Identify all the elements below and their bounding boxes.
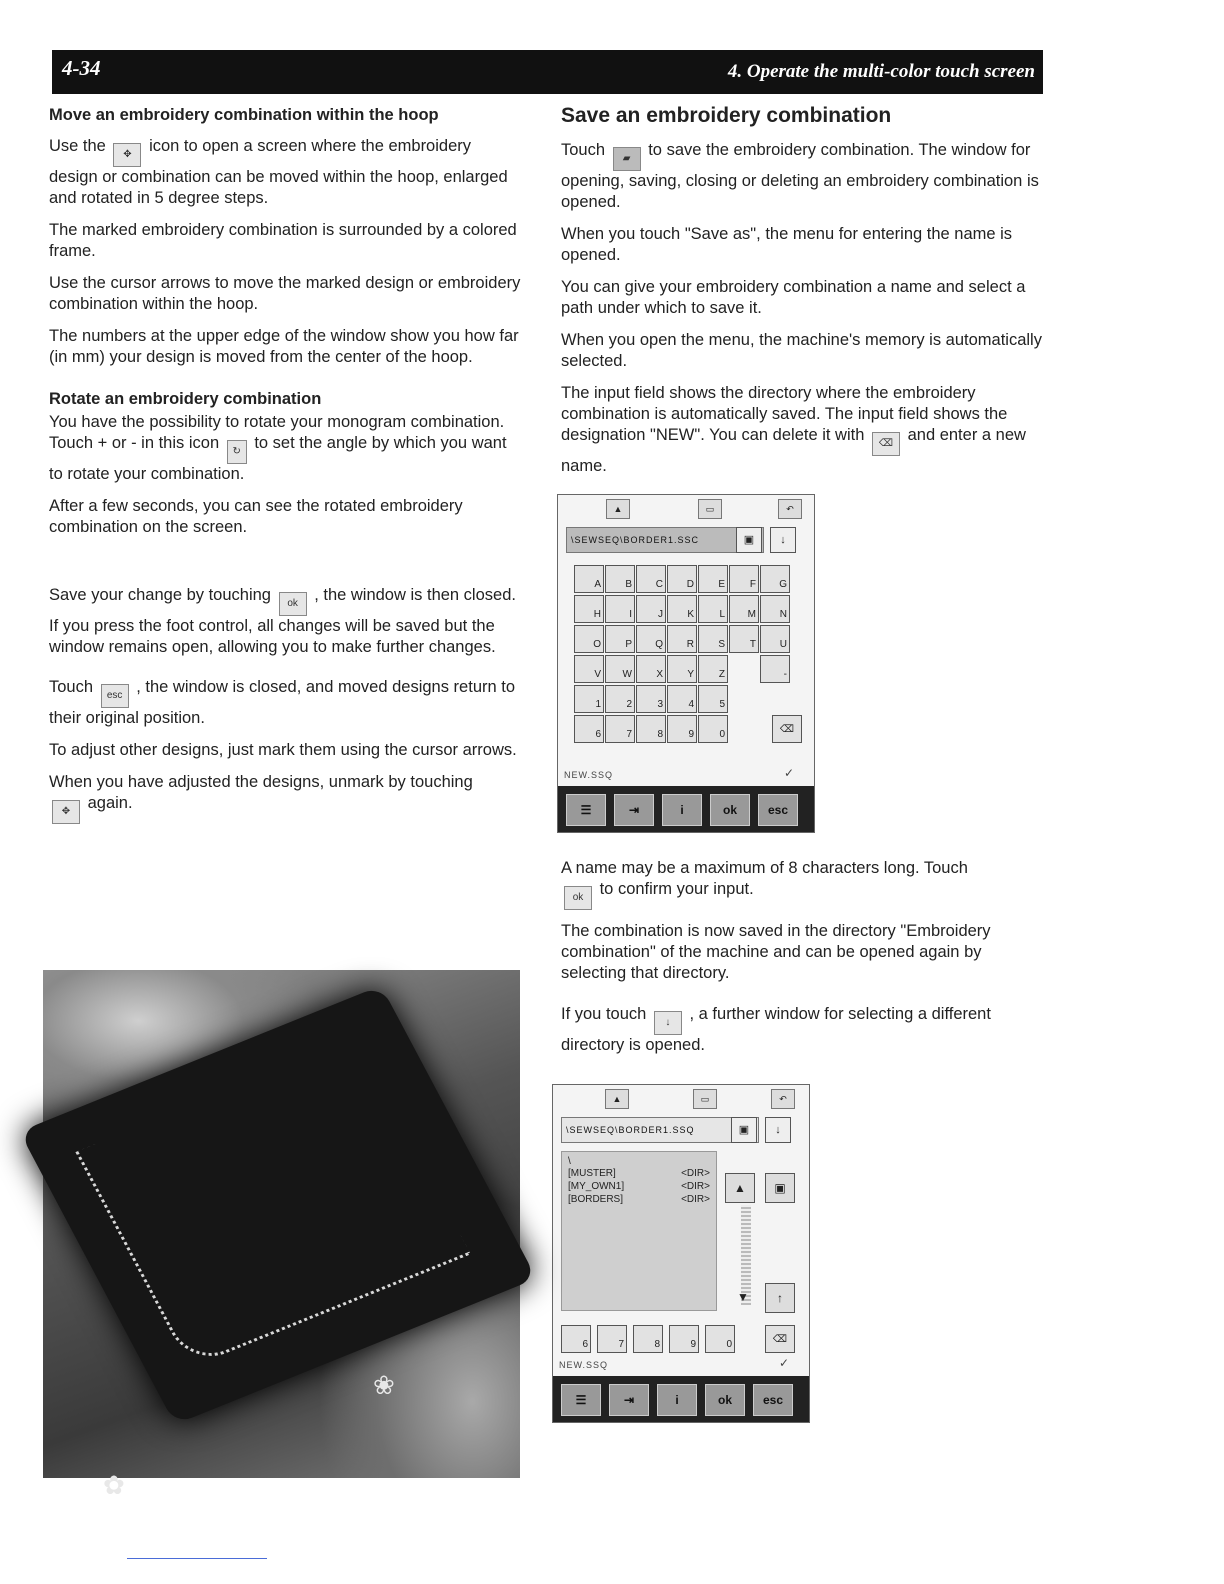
select-folder-icon[interactable]: ▣ <box>765 1173 795 1203</box>
key-a[interactable]: A <box>574 565 604 593</box>
list-icon[interactable]: ☰ <box>566 794 606 826</box>
key-9[interactable]: 9 <box>667 715 697 743</box>
key-8[interactable]: 8 <box>633 1325 663 1353</box>
key-v[interactable]: V <box>574 655 604 683</box>
esc-small-icon-2[interactable]: ↶ <box>771 1089 795 1109</box>
move-paragraph-4: The numbers at the upper edge of the window show you how far (in mm) your design is moved from the center of the hoop. <box>49 327 519 366</box>
dir-name: [BORDERS] <box>568 1194 624 1205</box>
embroidered-pillow-photo <box>43 970 520 1500</box>
key-w[interactable]: W <box>605 655 635 683</box>
list-item[interactable] <box>568 1193 710 1206</box>
unmark-paragraph <box>49 772 524 824</box>
key-f[interactable]: F <box>729 565 759 593</box>
key-3[interactable]: 3 <box>636 685 666 713</box>
pillow-shape <box>19 985 536 1424</box>
p6-a: A name may be a maximum of 8 characters long. Touch <box>561 859 968 877</box>
key-y[interactable]: Y <box>667 655 697 683</box>
touch-esc-paragraph <box>49 677 524 729</box>
key-4[interactable]: 4 <box>667 685 697 713</box>
directory-paragraph <box>561 1004 1043 1056</box>
key-i[interactable]: I <box>605 595 635 623</box>
save-paragraph-5 <box>561 383 1043 477</box>
screen2-bottombar <box>553 1376 809 1422</box>
key-h[interactable]: H <box>574 595 604 623</box>
p8-b: , a further window for selecting a different directory is opened. <box>561 1005 991 1054</box>
key-g[interactable]: G <box>760 565 790 593</box>
right-column-lower <box>561 858 1043 1067</box>
unmark-p-b: again. <box>87 794 133 812</box>
root-dir: \ <box>568 1156 571 1167</box>
list-item[interactable] <box>568 1167 710 1180</box>
path-input-2[interactable]: \SEWSEQ\BORDER1.SSQ <box>561 1117 759 1143</box>
hoop-icon-2[interactable]: ▲ <box>605 1089 629 1109</box>
save-change-paragraph <box>49 585 524 658</box>
key-5[interactable]: 5 <box>698 685 728 713</box>
name-length-paragraph <box>561 858 1043 910</box>
info-button-2[interactable]: i <box>657 1384 697 1416</box>
unmark-icon: ✥ <box>52 800 80 824</box>
rotate-p1-a: You have the possibility to rotate your monogram combination. Touch + or - in this icon <box>49 413 505 452</box>
flower-icon: ✿ <box>103 1470 125 1500</box>
ok-confirm-icon: ok <box>564 886 592 910</box>
adjust-paragraph: To adjust other designs, just mark them using the cursor arrows. <box>49 741 517 759</box>
list-icon-2[interactable]: ☰ <box>561 1384 601 1416</box>
left-column <box>49 105 524 835</box>
key-2[interactable]: 2 <box>605 685 635 713</box>
key-x[interactable]: X <box>636 655 666 683</box>
rotate-paragraph-1 <box>49 412 524 485</box>
move-p1-a: Use the <box>49 137 106 155</box>
key-0[interactable]: 0 <box>705 1325 735 1353</box>
move-p1-b: icon to open a screen where the embroidery design or combination can be moved within the hoop, enlarged and rotated in 5 degree steps. <box>49 137 508 207</box>
down-button[interactable]: ↓ <box>770 527 796 553</box>
ok-button-2[interactable]: ok <box>705 1384 745 1416</box>
key-s[interactable]: S <box>698 625 728 653</box>
save-paragraph-1 <box>561 140 1043 213</box>
floral-border <box>75 1039 471 1368</box>
key-p[interactable]: P <box>605 625 635 653</box>
save-p1-a: Save your change by touching <box>49 586 271 604</box>
move-paragraph-1 <box>49 136 524 209</box>
key-9[interactable]: 9 <box>669 1325 699 1353</box>
save-p1-text: to save the embroidery combination. The window for opening, saving, closing or deleting an embroidery combination is opened. <box>561 141 1039 211</box>
key-r[interactable]: R <box>667 625 697 653</box>
key-o[interactable]: O <box>574 625 604 653</box>
move-title: Move an embroidery combination within the hoop <box>49 106 439 124</box>
name-field[interactable]: NEW.SSQ <box>564 770 614 780</box>
hoop-icon[interactable]: ▲ <box>606 499 630 519</box>
right-column <box>561 105 1043 488</box>
key-q[interactable]: Q <box>636 625 666 653</box>
dir-tag: <DIR> <box>681 1181 710 1192</box>
footer-line <box>127 1558 267 1559</box>
rotate-paragraph-2: After a few seconds, you can see the rotated embroidery combination on the screen. <box>49 497 463 536</box>
key-b[interactable]: B <box>605 565 635 593</box>
list-item[interactable] <box>568 1180 710 1193</box>
down-arrow-icon: ↓ <box>654 1011 682 1035</box>
down-button-2[interactable]: ↓ <box>765 1117 791 1143</box>
info-button[interactable]: i <box>662 794 702 826</box>
confirm-mini-icon-2: ✓ <box>778 1356 789 1370</box>
delete-key[interactable]: ⌫ <box>772 715 802 743</box>
p6-b: to confirm your input. <box>599 880 754 898</box>
key-l[interactable]: L <box>698 595 728 623</box>
key-u[interactable]: U <box>760 625 790 653</box>
save-p1-touch: Touch <box>561 141 606 159</box>
key-k[interactable]: K <box>667 595 697 623</box>
name-field-2[interactable]: NEW.SSQ <box>559 1360 609 1370</box>
save-paragraph-3: You can give your embroidery combination a name and select a path under which to save it. <box>561 278 1026 317</box>
screen1-topbar <box>558 495 814 521</box>
key-6[interactable]: 6 <box>561 1325 591 1353</box>
move-paragraph-2: The marked embroidery combination is surrounded by a colored frame. <box>49 221 517 260</box>
save-paragraph-2: When you touch "Save as", the menu for entering the name is opened. <box>561 225 1013 264</box>
save-paragraph-4: When you open the menu, the machine's memory is automatically selected. <box>561 331 1042 370</box>
key-8[interactable]: 8 <box>636 715 666 743</box>
key-d[interactable]: D <box>667 565 697 593</box>
key-dash[interactable]: - <box>760 655 790 683</box>
key-m[interactable]: M <box>729 595 759 623</box>
up-button[interactable]: ↑ <box>765 1283 795 1313</box>
save-p1-b: , the window is then closed. If you press the foot control, all changes will be saved but the window remains open, allowing you to make further changes. <box>49 586 516 656</box>
frame-icon[interactable]: ▭ <box>698 499 722 519</box>
key-1[interactable]: 1 <box>574 685 604 713</box>
name-entry-screen <box>557 494 815 833</box>
p8-a: If you touch <box>561 1005 647 1023</box>
confirm-mini-icon: ✓ <box>783 766 794 780</box>
directory-screen <box>552 1084 810 1423</box>
esc-button[interactable]: esc <box>758 794 798 826</box>
directory-list[interactable] <box>561 1151 717 1311</box>
page-number: 4-34 <box>62 56 101 80</box>
touch-p-b: , the window is closed, and moved designs return to their original position. <box>49 678 516 727</box>
memory-icon[interactable]: ▣ <box>736 527 762 553</box>
key-e[interactable]: E <box>698 565 728 593</box>
frame-icon-2[interactable]: ▭ <box>693 1089 717 1109</box>
saved-paragraph: The combination is now saved in the directory "Embroidery combination" of the machine and can be opened again by selecting that directory. <box>561 922 991 982</box>
screen2-topbar <box>553 1085 809 1111</box>
key-6[interactable]: 6 <box>574 715 604 743</box>
key-0[interactable]: 0 <box>698 715 728 743</box>
touch-p-a: Touch <box>49 678 94 696</box>
delete-key-2[interactable]: ⌫ <box>765 1325 795 1353</box>
open-save-icon: ▰ <box>613 147 641 171</box>
move-paragraph-3: Use the cursor arrows to move the marked design or embroidery combination within the hoop. <box>49 274 521 313</box>
screen1-bottombar <box>558 786 814 832</box>
rotate-title: Rotate an embroidery combination <box>49 390 322 408</box>
key-7[interactable]: 7 <box>605 715 635 743</box>
key-7[interactable]: 7 <box>597 1325 627 1353</box>
flower-icon: ❀ <box>373 1370 395 1400</box>
chapter-title: 4. Operate the multi-color touch screen <box>727 61 1035 82</box>
esc-small-icon[interactable]: ↶ <box>778 499 802 519</box>
dir-tag: <DIR> <box>681 1168 710 1179</box>
delete-icon: ⌫ <box>872 432 900 456</box>
key-z[interactable]: Z <box>698 655 728 683</box>
key-j[interactable]: J <box>636 595 666 623</box>
dir-name: [MUSTER] <box>568 1168 616 1179</box>
save-p5-b: and enter a new name. <box>561 426 1026 475</box>
save-p5-a: The input field shows the directory where the embroidery combination is automatically saved. The input field shows the designation "NEW". You can delete it with <box>561 384 1008 444</box>
up-folder-icon[interactable]: ▲ <box>725 1173 755 1203</box>
scroll-down-icon[interactable]: ▼ <box>737 1290 749 1304</box>
move-design-icon: ✥ <box>113 143 141 167</box>
rotate-icon: ↻ <box>227 440 247 464</box>
rotate-p1-b: to set the angle by which you want to rotate your combination. <box>49 434 507 483</box>
path-input[interactable]: \SEWSEQ\BORDER1.SSC <box>566 527 764 553</box>
key-t[interactable]: T <box>729 625 759 653</box>
unmark-p-a: When you have adjusted the designs, unmark by touching <box>49 773 473 791</box>
save-section-title: Save an embroidery combination <box>561 104 892 127</box>
exit-icon-2[interactable]: ⇥ <box>609 1384 649 1416</box>
exit-icon[interactable]: ⇥ <box>614 794 654 826</box>
key-c[interactable]: C <box>636 565 666 593</box>
ok-icon: ok <box>279 592 307 616</box>
ok-button[interactable]: ok <box>710 794 750 826</box>
esc-button-2[interactable]: esc <box>753 1384 793 1416</box>
esc-icon: esc <box>101 684 129 708</box>
dir-name: [MY_OWN1] <box>568 1181 625 1192</box>
memory-icon-2[interactable]: ▣ <box>731 1117 757 1143</box>
dir-tag: <DIR> <box>681 1194 710 1205</box>
key-n[interactable]: N <box>760 595 790 623</box>
page-header <box>52 50 1043 94</box>
